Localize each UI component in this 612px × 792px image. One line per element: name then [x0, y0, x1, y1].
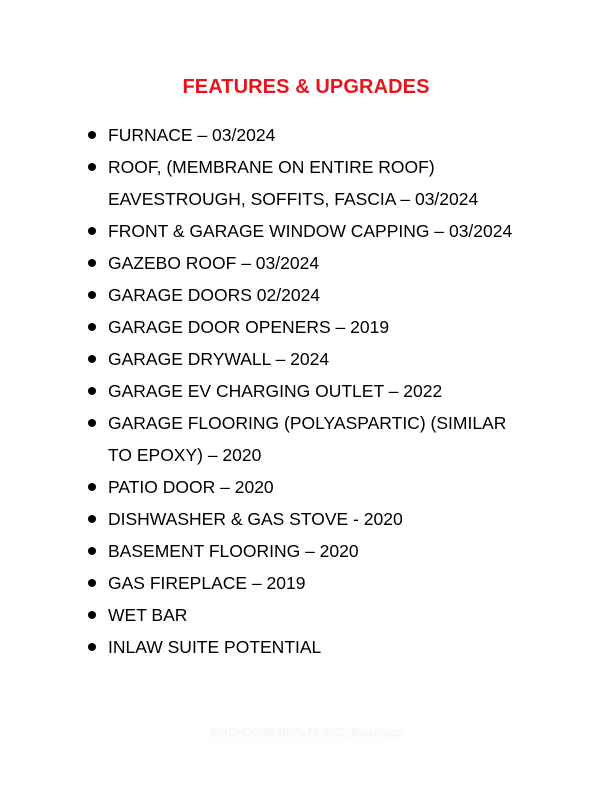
brokerage-watermark: [0, 727, 612, 739]
list-item-text: GARAGE DOOR OPENERS – 2019: [108, 317, 390, 337]
bullet-icon: [88, 227, 96, 235]
list-item-text: DISHWASHER & GAS STOVE - 2020: [108, 509, 403, 529]
list-item: [85, 503, 525, 535]
list-item-text: GARAGE DRYWALL – 2024: [108, 349, 330, 369]
bullet-icon: [88, 611, 96, 619]
list-item-text: GARAGE EV CHARGING OUTLET – 2022: [108, 381, 443, 401]
list-item-text: GAS FIREPLACE – 2019: [108, 573, 306, 593]
bullet-icon: [88, 355, 96, 363]
list-item: [85, 631, 525, 663]
list-item: [85, 119, 525, 151]
list-item: [85, 343, 525, 375]
feature-list: [85, 119, 525, 663]
bullet-icon: [88, 259, 96, 267]
bullet-icon: [88, 579, 96, 587]
bullet-icon: [88, 131, 96, 139]
list-item-text: FRONT & GARAGE WINDOW CAPPING – 03/2024: [108, 221, 513, 241]
list-item-text: FURNACE – 03/2024: [108, 125, 276, 145]
list-item: [85, 279, 525, 311]
list-item: [85, 375, 525, 407]
bullet-icon: [88, 547, 96, 555]
list-item: [85, 311, 525, 343]
page-title: FEATURES & UPGRADES: [182, 76, 430, 98]
list-item-text: GAZEBO ROOF – 03/2024: [108, 253, 320, 273]
watermark-text: BIRDHOUSE REALTY INC., Brokerage: [207, 726, 405, 740]
list-item-text: WET BAR: [108, 605, 188, 625]
bullet-icon: [88, 483, 96, 491]
list-item: [85, 215, 525, 247]
list-item-text: BASEMENT FLOORING – 2020: [108, 541, 359, 561]
list-item-text: ROOF, (MEMBRANE ON ENTIRE ROOF) EAVESTROUGH, SOFFITS, FASCIA – 03/2024: [108, 157, 479, 209]
list-item: [85, 247, 525, 279]
bullet-icon: [88, 291, 96, 299]
bullet-icon: [88, 643, 96, 651]
list-item: [85, 407, 525, 471]
list-item-text: GARAGE DOORS 02/2024: [108, 285, 321, 305]
list-item-text: PATIO DOOR – 2020: [108, 477, 274, 497]
bullet-icon: [88, 515, 96, 523]
list-item: [85, 599, 525, 631]
list-item-text: GARAGE FLOORING (POLYASPARTIC) (SIMILAR TO EPOXY) – 2020: [108, 413, 507, 465]
list-item: [85, 151, 525, 215]
bullet-icon: [88, 163, 96, 171]
list-item-text: INLAW SUITE POTENTIAL: [108, 637, 322, 657]
list-item: [85, 535, 525, 567]
list-item: [85, 471, 525, 503]
bullet-icon: [88, 387, 96, 395]
bullet-icon: [88, 323, 96, 331]
list-item: [85, 567, 525, 599]
bullet-icon: [88, 419, 96, 427]
